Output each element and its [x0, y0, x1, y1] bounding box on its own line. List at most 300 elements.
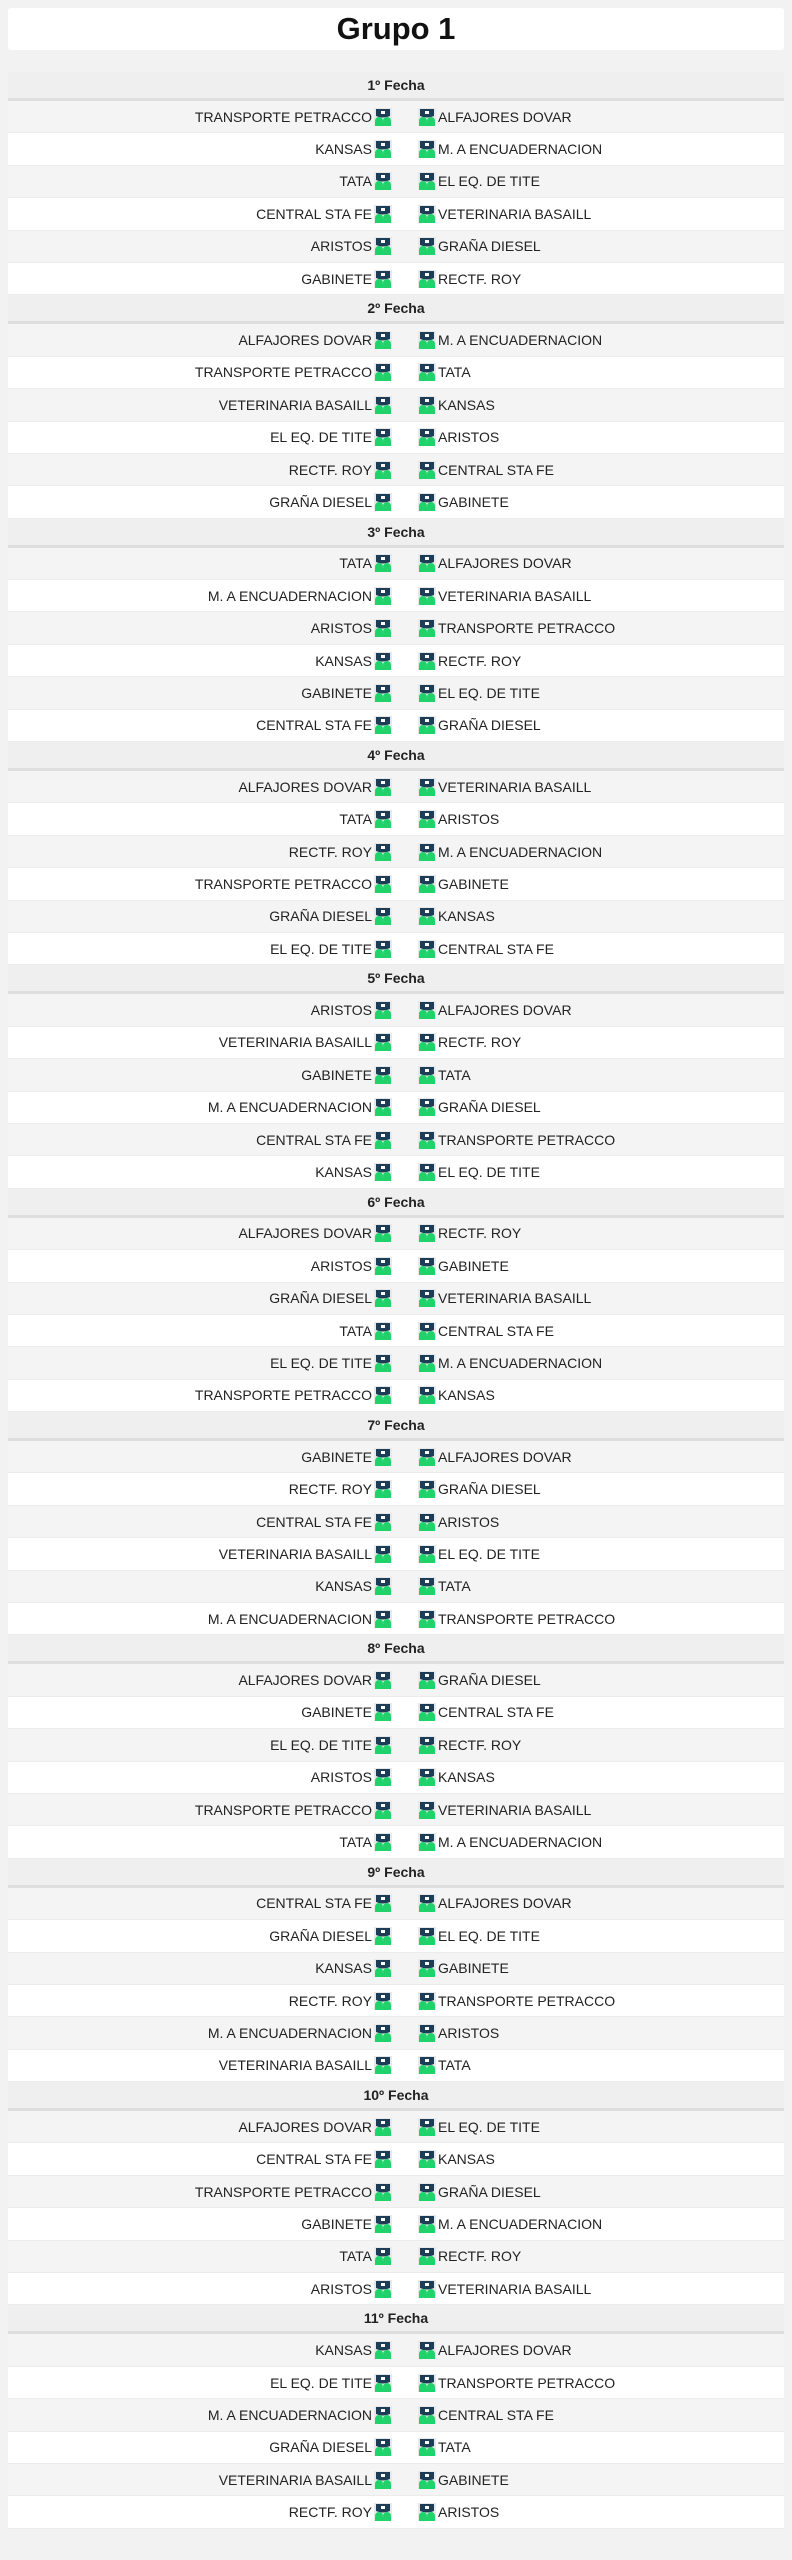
away-team-name: ARISTOS	[438, 1513, 500, 1530]
team-shield-icon	[418, 2150, 436, 2168]
team-shield-icon	[374, 1833, 392, 1851]
fixture-table	[8, 72, 784, 2529]
away-team	[392, 2280, 784, 2298]
away-team	[392, 1448, 784, 1466]
home-team	[8, 172, 392, 190]
home-team	[8, 619, 392, 637]
home-team	[8, 2374, 392, 2392]
team-shield-icon	[418, 2247, 436, 2265]
home-team	[8, 2341, 392, 2359]
away-team	[392, 810, 784, 828]
away-team	[392, 2471, 784, 2489]
match-row	[8, 2464, 784, 2496]
round-header: 8º Fecha	[8, 1635, 784, 1664]
home-team-name: TRANSPORTE PETRACCO	[194, 2183, 372, 2200]
team-shield-icon	[374, 2374, 392, 2392]
away-team	[392, 2247, 784, 2265]
home-team	[8, 1354, 392, 1372]
match-row	[8, 901, 784, 933]
home-team	[8, 2280, 392, 2298]
team-shield-icon	[418, 1671, 436, 1689]
match-row	[8, 1794, 784, 1826]
team-shield-icon	[418, 2438, 436, 2456]
team-shield-icon	[374, 1992, 392, 2010]
home-team	[8, 2215, 392, 2233]
team-shield-icon	[374, 270, 392, 288]
away-team	[392, 331, 784, 349]
away-team	[392, 2374, 784, 2392]
team-shield-icon	[374, 1448, 392, 1466]
away-team-name: M. A ENCUADERNACION	[438, 1834, 603, 1851]
team-shield-icon	[374, 1001, 392, 1019]
team-shield-icon	[374, 1322, 392, 1340]
team-shield-icon	[418, 2215, 436, 2233]
away-team-name: VETERINARIA BASAILL	[438, 778, 592, 795]
away-team	[392, 1322, 784, 1340]
home-team-name: RECTF. ROY	[288, 1481, 372, 1498]
team-shield-icon	[374, 2024, 392, 2042]
away-team	[392, 1001, 784, 1019]
team-shield-icon	[374, 1289, 392, 1307]
team-shield-icon	[418, 1894, 436, 1912]
away-team	[392, 2118, 784, 2136]
match-row	[8, 2208, 784, 2240]
match-row	[8, 263, 784, 295]
away-team-name: EL EQ. DE TITE	[438, 1927, 540, 1944]
home-team-name: EL EQ. DE TITE	[270, 2374, 372, 2391]
team-shield-icon	[418, 940, 436, 958]
match-row	[8, 1953, 784, 1985]
team-shield-icon	[418, 493, 436, 511]
team-shield-icon	[418, 619, 436, 637]
match-row	[8, 422, 784, 454]
team-shield-icon	[418, 1513, 436, 1531]
team-shield-icon	[374, 1480, 392, 1498]
home-team-name: GABINETE	[301, 1704, 372, 1721]
away-team	[392, 172, 784, 190]
home-team	[8, 907, 392, 925]
home-team-name: KANSAS	[315, 1578, 372, 1595]
away-team	[392, 1480, 784, 1498]
home-team-name: VETERINARIA BASAILL	[218, 1034, 372, 1051]
team-shield-icon	[374, 1801, 392, 1819]
team-shield-icon	[418, 2183, 436, 2201]
match-row	[8, 2143, 784, 2175]
home-team-name: CENTRAL STA FE	[256, 1131, 372, 1148]
match-row	[8, 2432, 784, 2464]
group-title: Grupo 1	[336, 11, 456, 46]
match-row	[8, 1059, 784, 1091]
away-team	[392, 1545, 784, 1563]
match-row	[8, 101, 784, 133]
match-row	[8, 994, 784, 1026]
home-team-name: M. A ENCUADERNACION	[207, 587, 372, 604]
team-shield-icon	[418, 1927, 436, 1945]
team-shield-icon	[374, 461, 392, 479]
home-team-name: CENTRAL STA FE	[256, 205, 372, 222]
home-team	[8, 1480, 392, 1498]
team-shield-icon	[418, 684, 436, 702]
home-team	[8, 1545, 392, 1563]
team-shield-icon	[374, 2341, 392, 2359]
away-team	[392, 843, 784, 861]
team-shield-icon	[374, 1610, 392, 1628]
away-team	[392, 1163, 784, 1181]
home-team	[8, 1131, 392, 1149]
home-team-name: GABINETE	[301, 684, 372, 701]
team-shield-icon	[374, 2150, 392, 2168]
team-shield-icon	[418, 1610, 436, 1628]
team-shield-icon	[418, 1163, 436, 1181]
team-shield-icon	[418, 1480, 436, 1498]
match-row	[8, 231, 784, 263]
away-team	[392, 237, 784, 255]
away-team-name: GRAÑA DIESEL	[438, 1672, 541, 1689]
away-team-name: RECTF. ROY	[438, 652, 522, 669]
away-team-name: VETERINARIA BASAILL	[438, 1801, 592, 1818]
away-team-name: GRAÑA DIESEL	[438, 1481, 541, 1498]
away-team	[392, 1577, 784, 1595]
team-shield-icon	[418, 1033, 436, 1051]
home-team-name: GRAÑA DIESEL	[269, 1290, 372, 1307]
match-row	[8, 2111, 784, 2143]
home-team	[8, 237, 392, 255]
away-team-name: KANSAS	[438, 1769, 495, 1786]
away-team-name: CENTRAL STA FE	[438, 2406, 554, 2423]
home-team	[8, 396, 392, 414]
away-team	[392, 1610, 784, 1628]
round-header: 9º Fecha	[8, 1859, 784, 1888]
team-shield-icon	[418, 172, 436, 190]
team-shield-icon	[374, 1257, 392, 1275]
away-team-name: TRANSPORTE PETRACCO	[438, 620, 616, 637]
away-team-name: GABINETE	[438, 1257, 509, 1274]
home-team	[8, 461, 392, 479]
team-shield-icon	[374, 2247, 392, 2265]
home-team	[8, 1289, 392, 1307]
home-team-name: M. A ENCUADERNACION	[207, 1099, 372, 1116]
away-team	[392, 587, 784, 605]
team-shield-icon	[374, 1066, 392, 1084]
home-team	[8, 684, 392, 702]
away-team-name: RECTF. ROY	[438, 270, 522, 287]
home-team-name: CENTRAL STA FE	[256, 1895, 372, 1912]
home-team-name: EL EQ. DE TITE	[270, 1354, 372, 1371]
away-team-name: ARISTOS	[438, 2025, 500, 2041]
away-team-name: ALFAJORES DOVAR	[438, 1448, 572, 1465]
away-team	[392, 1224, 784, 1242]
round-header: 2º Fecha	[8, 295, 784, 324]
home-team	[8, 1257, 392, 1275]
away-team-name: VETERINARIA BASAILL	[438, 205, 592, 222]
away-team-name: VETERINARIA BASAILL	[438, 587, 592, 604]
away-team	[392, 907, 784, 925]
away-team-name: ALFAJORES DOVAR	[438, 555, 572, 572]
team-shield-icon	[374, 587, 392, 605]
home-team	[8, 778, 392, 796]
home-team	[8, 1703, 392, 1721]
away-team	[392, 205, 784, 223]
team-shield-icon	[418, 1768, 436, 1786]
team-shield-icon	[374, 1703, 392, 1721]
team-shield-icon	[418, 716, 436, 734]
away-team	[392, 2056, 784, 2074]
home-team-name: M. A ENCUADERNACION	[207, 2025, 372, 2041]
away-team-name: KANSAS	[438, 2151, 495, 2168]
team-shield-icon	[374, 652, 392, 670]
away-team	[392, 2406, 784, 2424]
home-team-name: KANSAS	[315, 1960, 372, 1977]
team-shield-icon	[374, 778, 392, 796]
match-row	[8, 1729, 784, 1761]
team-shield-icon	[374, 2183, 392, 2201]
round-header: 3º Fecha	[8, 519, 784, 548]
team-shield-icon	[374, 428, 392, 446]
match-row	[8, 1156, 784, 1188]
match-row	[8, 710, 784, 742]
home-team	[8, 843, 392, 861]
team-shield-icon	[418, 843, 436, 861]
home-team-name: KANSAS	[315, 1164, 372, 1181]
team-shield-icon	[374, 2215, 392, 2233]
home-team	[8, 716, 392, 734]
away-team	[392, 2341, 784, 2359]
home-team	[8, 1894, 392, 1912]
away-team-name: ALFAJORES DOVAR	[438, 1002, 572, 1019]
home-team	[8, 1066, 392, 1084]
match-row	[8, 1826, 784, 1858]
team-shield-icon	[374, 1671, 392, 1689]
home-team	[8, 2024, 392, 2042]
away-team	[392, 1801, 784, 1819]
home-team	[8, 1768, 392, 1786]
home-team	[8, 270, 392, 288]
home-team-name: ARISTOS	[310, 2280, 372, 2297]
match-row	[8, 803, 784, 835]
away-team	[392, 1131, 784, 1149]
team-shield-icon	[374, 875, 392, 893]
home-team	[8, 2406, 392, 2424]
match-row	[8, 868, 784, 900]
match-row	[8, 1441, 784, 1473]
home-team	[8, 493, 392, 511]
home-team	[8, 1959, 392, 1977]
home-team	[8, 554, 392, 572]
away-team	[392, 461, 784, 479]
match-row	[8, 389, 784, 421]
home-team-name: KANSAS	[315, 141, 372, 158]
away-team	[392, 2438, 784, 2456]
team-shield-icon	[418, 1833, 436, 1851]
home-team-name: ALFAJORES DOVAR	[238, 1672, 372, 1689]
team-shield-icon	[374, 108, 392, 126]
away-team	[392, 652, 784, 670]
round-header: 1º Fecha	[8, 72, 784, 101]
home-team	[8, 1386, 392, 1404]
team-shield-icon	[374, 2118, 392, 2136]
away-team-name: KANSAS	[438, 396, 495, 413]
team-shield-icon	[418, 461, 436, 479]
team-shield-icon	[418, 1703, 436, 1721]
team-shield-icon	[418, 331, 436, 349]
away-team-name: ARISTOS	[438, 2504, 500, 2521]
team-shield-icon	[374, 1959, 392, 1977]
home-team	[8, 2247, 392, 2265]
home-team	[8, 1224, 392, 1242]
home-team	[8, 205, 392, 223]
away-team-name: EL EQ. DE TITE	[438, 1164, 540, 1181]
team-shield-icon	[418, 1289, 436, 1307]
team-shield-icon	[418, 428, 436, 446]
team-shield-icon	[374, 140, 392, 158]
team-shield-icon	[418, 652, 436, 670]
team-shield-icon	[418, 1354, 436, 1372]
team-shield-icon	[418, 1959, 436, 1977]
away-team	[392, 1257, 784, 1275]
home-team	[8, 363, 392, 381]
home-team-name: GRAÑA DIESEL	[269, 1927, 372, 1944]
home-team	[8, 1163, 392, 1181]
home-team-name: VETERINARIA BASAILL	[218, 396, 372, 413]
away-team-name: TATA	[438, 364, 471, 381]
team-shield-icon	[418, 2024, 436, 2042]
away-team	[392, 1671, 784, 1689]
team-shield-icon	[418, 1386, 436, 1404]
away-team-name: GRAÑA DIESEL	[438, 238, 541, 255]
team-shield-icon	[374, 940, 392, 958]
home-team	[8, 1448, 392, 1466]
match-row	[8, 1985, 784, 2017]
home-team-name: GABINETE	[301, 1066, 372, 1083]
team-shield-icon	[418, 2471, 436, 2489]
away-team	[392, 1894, 784, 1912]
away-team-name: VETERINARIA BASAILL	[438, 1290, 592, 1307]
away-team-name: ALFAJORES DOVAR	[438, 1895, 572, 1912]
away-team-name: KANSAS	[438, 1387, 495, 1404]
team-shield-icon	[418, 2118, 436, 2136]
away-team-name: M. A ENCUADERNACION	[438, 332, 603, 349]
home-team	[8, 1992, 392, 2010]
away-team	[392, 2183, 784, 2201]
away-team-name: GRAÑA DIESEL	[438, 717, 541, 734]
home-team-name: TRANSPORTE PETRACCO	[194, 364, 372, 381]
match-row	[8, 133, 784, 165]
home-team-name: ALFAJORES DOVAR	[238, 332, 372, 349]
home-team	[8, 1610, 392, 1628]
home-team-name: ALFAJORES DOVAR	[238, 778, 372, 795]
away-team-name: ALFAJORES DOVAR	[438, 108, 572, 125]
team-shield-icon	[374, 2406, 392, 2424]
match-row	[8, 2334, 784, 2366]
home-team	[8, 940, 392, 958]
home-team-name: M. A ENCUADERNACION	[207, 2406, 372, 2423]
away-team-name: TATA	[438, 2439, 471, 2456]
team-shield-icon	[418, 1545, 436, 1563]
home-team	[8, 875, 392, 893]
away-team	[392, 2215, 784, 2233]
away-team	[392, 1959, 784, 1977]
away-team-name: TATA	[438, 2057, 471, 2074]
away-team	[392, 1513, 784, 1531]
away-team	[392, 1927, 784, 1945]
home-team-name: ARISTOS	[310, 1769, 372, 1786]
home-team-name: TATA	[339, 1834, 372, 1851]
match-row	[8, 1697, 784, 1729]
away-team-name: TRANSPORTE PETRACCO	[438, 1992, 616, 2009]
team-shield-icon	[374, 2503, 392, 2521]
match-row	[8, 1027, 784, 1059]
home-team	[8, 2056, 392, 2074]
away-team	[392, 428, 784, 446]
away-team-name: TATA	[438, 1066, 471, 1083]
team-shield-icon	[418, 587, 436, 605]
team-shield-icon	[374, 237, 392, 255]
round-header: 6º Fecha	[8, 1189, 784, 1218]
match-row	[8, 771, 784, 803]
team-shield-icon	[374, 2280, 392, 2298]
team-shield-icon	[374, 331, 392, 349]
away-team	[392, 2024, 784, 2042]
match-row	[8, 486, 784, 518]
match-row	[8, 645, 784, 677]
home-team-name: VETERINARIA BASAILL	[218, 2471, 372, 2488]
team-shield-icon	[374, 1098, 392, 1116]
team-shield-icon	[374, 493, 392, 511]
away-team-name: ALFAJORES DOVAR	[438, 2342, 572, 2359]
away-team-name: GABINETE	[438, 1960, 509, 1977]
away-team-name: M. A ENCUADERNACION	[438, 843, 603, 860]
team-shield-icon	[418, 907, 436, 925]
away-team-name: RECTF. ROY	[438, 1225, 522, 1242]
team-shield-icon	[418, 1224, 436, 1242]
away-team	[392, 875, 784, 893]
team-shield-icon	[374, 2471, 392, 2489]
home-team	[8, 108, 392, 126]
match-row	[8, 1664, 784, 1696]
round-header: 7º Fecha	[8, 1412, 784, 1441]
home-team-name: TRANSPORTE PETRACCO	[194, 875, 372, 892]
team-shield-icon	[374, 1513, 392, 1531]
home-team-name: KANSAS	[315, 2342, 372, 2359]
home-team	[8, 2118, 392, 2136]
home-team-name: VETERINARIA BASAILL	[218, 1545, 372, 1562]
team-shield-icon	[418, 2374, 436, 2392]
team-shield-icon	[374, 1131, 392, 1149]
match-row	[8, 1888, 784, 1920]
home-team	[8, 2438, 392, 2456]
away-team-name: M. A ENCUADERNACION	[438, 141, 603, 158]
team-shield-icon	[374, 843, 392, 861]
home-team	[8, 140, 392, 158]
home-team-name: GRAÑA DIESEL	[269, 908, 372, 925]
match-row	[8, 1315, 784, 1347]
team-shield-icon	[418, 778, 436, 796]
match-row	[8, 1920, 784, 1952]
team-shield-icon	[374, 2438, 392, 2456]
team-shield-icon	[418, 1066, 436, 1084]
home-team-name: ARISTOS	[310, 1257, 372, 1274]
home-team	[8, 331, 392, 349]
away-team	[392, 363, 784, 381]
match-row	[8, 1603, 784, 1635]
away-team-name: GABINETE	[438, 875, 509, 892]
away-team-name: EL EQ. DE TITE	[438, 173, 540, 190]
away-team	[392, 1033, 784, 1051]
match-row	[8, 548, 784, 580]
match-row	[8, 1380, 784, 1412]
away-team	[392, 554, 784, 572]
team-shield-icon	[418, 140, 436, 158]
